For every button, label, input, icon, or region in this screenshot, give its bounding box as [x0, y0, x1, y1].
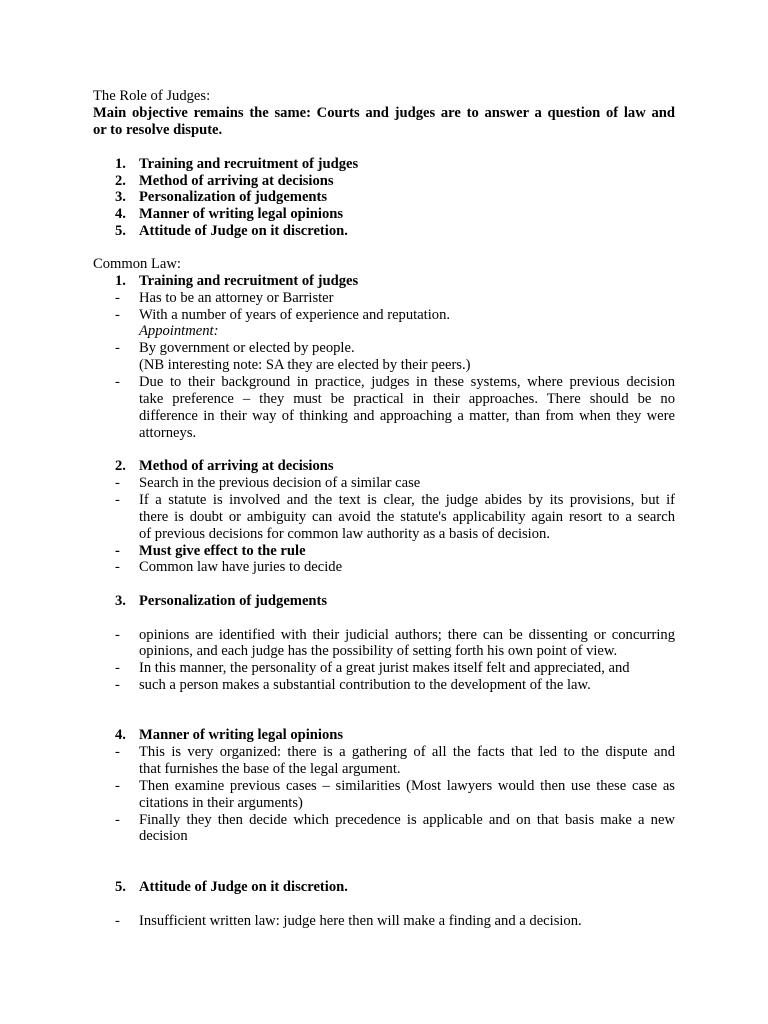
bullet-dash: - — [115, 677, 120, 693]
paragraph-line: of previous decisions for common law authority as a basis of decision. — [139, 526, 550, 542]
paragraph-line: citations in their arguments) — [139, 795, 303, 811]
bullet-note: (NB interesting note: SA they are elected by their peers.) — [139, 357, 471, 373]
document-title: The Role of Judges: — [93, 88, 211, 104]
bullet-dash: - — [115, 778, 120, 794]
bullet-text-bold: Must give effect to the rule — [139, 543, 306, 559]
bullet-dash: - — [115, 913, 120, 929]
overview-item: Method of arriving at decisions — [139, 173, 334, 189]
bullet-dash: - — [115, 812, 120, 828]
bullet-dash: - — [115, 340, 120, 356]
appointment-subheading: Appointment: — [139, 323, 219, 339]
bullet-dash: - — [115, 307, 120, 323]
section-number: 2. — [115, 458, 126, 474]
paragraph-line: This is very organized: there is a gathering of all the facts that led to the dispute and — [139, 744, 675, 760]
bullet-text: Common law have juries to decide — [139, 559, 343, 575]
paragraph-line: Then examine previous cases – similarities (Most lawyers would then use these case as — [139, 778, 675, 794]
objective-line-1: Main objective remains the same: Courts and judges are to answer a question of law and — [93, 105, 675, 121]
bullet-text: With a number of years of experience and reputation. — [139, 307, 451, 323]
bullet-dash: - — [115, 627, 120, 643]
overview-number: 4. — [115, 206, 126, 222]
common-law-label: Common Law: — [93, 256, 181, 272]
section-heading: Manner of writing legal opinions — [139, 727, 344, 743]
bullet-dash: - — [115, 660, 120, 676]
paragraph-line: take preference – they must be practical in their approaches. There should be no — [139, 391, 675, 407]
bullet-text: By government or elected by people. — [139, 340, 355, 356]
paragraph-line: opinions, and each judge has the possibility of setting forth his own point of view. — [139, 643, 618, 659]
section-number: 5. — [115, 879, 126, 895]
overview-item: Personalization of judgements — [139, 189, 328, 205]
bullet-dash: - — [115, 492, 120, 508]
overview-item: Attitude of Judge on it discretion. — [139, 223, 348, 239]
paragraph-line: that furnishes the base of the legal argument. — [139, 761, 401, 777]
overview-number: 1. — [115, 156, 126, 172]
bullet-dash: - — [115, 559, 120, 575]
paragraph-line: Due to their background in practice, judges in these systems, where previous decision — [139, 374, 675, 390]
section-number: 3. — [115, 593, 126, 609]
objective-line-2: or to resolve dispute. — [93, 122, 223, 138]
overview-number: 2. — [115, 173, 126, 189]
section-number: 4. — [115, 727, 126, 743]
bullet-dash: - — [115, 744, 120, 760]
section-heading: Method of arriving at decisions — [139, 458, 334, 474]
bullet-dash: - — [115, 374, 120, 390]
overview-number: 3. — [115, 189, 126, 205]
paragraph-line: there is doubt or ambiguity can avoid the statute's applicability again resort to a search — [139, 509, 675, 525]
section-heading: Training and recruitment of judges — [139, 273, 359, 289]
overview-number: 5. — [115, 223, 126, 239]
overview-item: Manner of writing legal opinions — [139, 206, 344, 222]
bullet-dash: - — [115, 543, 120, 559]
overview-item: Training and recruitment of judges — [139, 156, 359, 172]
bullet-text: Search in the previous decision of a similar case — [139, 475, 421, 491]
paragraph-line: opinions are identified with their judicial authors; there can be dissenting or concurring — [139, 627, 675, 643]
paragraph-line: decision — [139, 828, 188, 844]
section-number: 1. — [115, 273, 126, 289]
bullet-dash: - — [115, 475, 120, 491]
section-heading: Attitude of Judge on it discretion. — [139, 879, 348, 895]
bullet-text: such a person makes a substantial contribution to the development of the law. — [139, 677, 591, 693]
bullet-text: Has to be an attorney or Barrister — [139, 290, 334, 306]
paragraph-line: difference in their way of thinking and approaching a matter, than from when they were — [139, 408, 675, 424]
paragraph-line: attorneys. — [139, 425, 197, 441]
paragraph-line: If a statute is involved and the text is clear, the judge abides by its provisions, but if — [139, 492, 675, 508]
section-heading: Personalization of judgements — [139, 593, 328, 609]
bullet-text: Insufficient written law: judge here then will make a finding and a decision. — [139, 913, 582, 929]
bullet-text: In this manner, the personality of a great jurist makes itself felt and appreciated, and — [139, 660, 630, 676]
paragraph-line: Finally they then decide which precedence is applicable and on that basis make a new — [139, 812, 675, 828]
bullet-dash: - — [115, 290, 120, 306]
